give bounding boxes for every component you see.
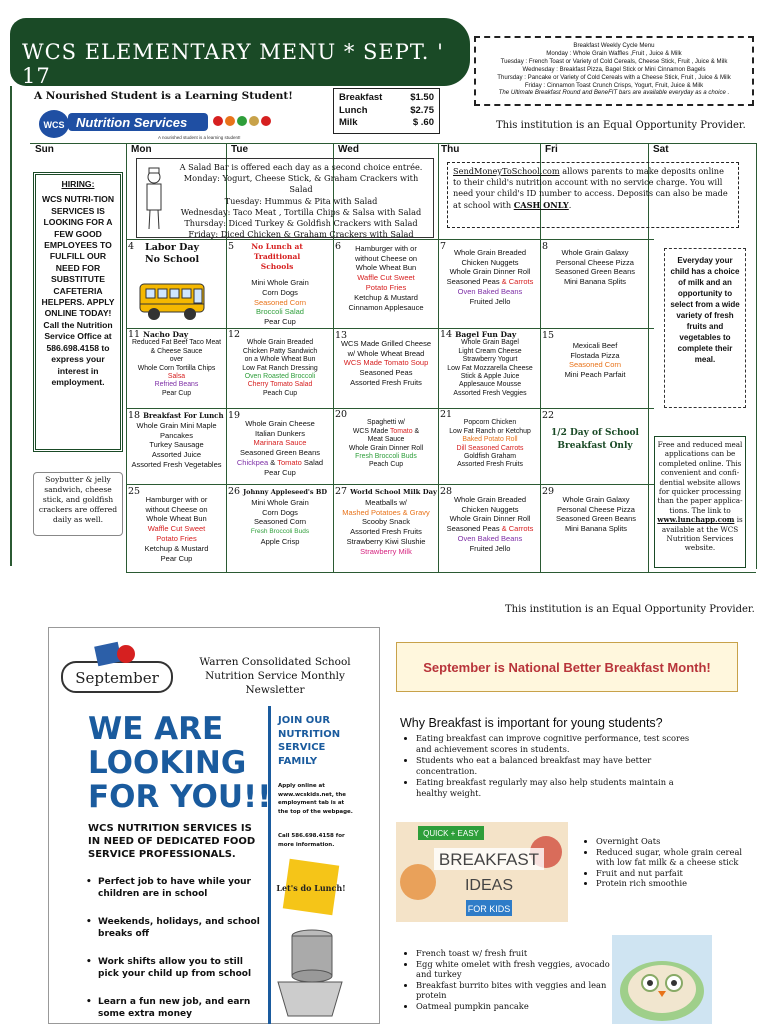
menu-item: Oven Roasted Broccoli bbox=[244, 373, 316, 381]
menu-item: Whole Grain Dinner Roll bbox=[348, 444, 424, 452]
why-breakfast-heading: Why Breakfast is important for young students? bbox=[400, 716, 663, 730]
day-number: 19 bbox=[228, 410, 241, 421]
menu-item: Mini Banana Splits bbox=[563, 277, 627, 287]
salad-bar-box bbox=[136, 158, 434, 238]
theme-title: World School Milk Day bbox=[350, 488, 438, 496]
menu-item: Whole Grain Cheese bbox=[245, 418, 315, 428]
heading-line: SERVICE bbox=[278, 742, 326, 753]
holiday-title: Labor Day No School bbox=[144, 242, 200, 265]
menu-item: Broccoli Salad bbox=[256, 307, 304, 317]
heading-line: LOOKING bbox=[88, 745, 247, 781]
hiring-contact: Call the Nutrition Service Office at 586.698.4158 to express your interest in employment. bbox=[43, 319, 113, 387]
day-cell-27 bbox=[335, 487, 437, 571]
day-cell-22 bbox=[542, 411, 648, 483]
grid-line bbox=[126, 408, 654, 409]
send-money-end: . bbox=[568, 199, 572, 210]
hiring-box bbox=[33, 172, 123, 452]
newsletter-title-line1: Warren Consolidated School bbox=[199, 656, 351, 668]
menu-item: Turkey Sausage bbox=[149, 440, 204, 450]
menu-item: Goldfish Graham bbox=[463, 453, 517, 461]
day-number: 21 bbox=[440, 409, 453, 420]
menu-item: Chicken Nuggets bbox=[461, 257, 519, 267]
day-thu: Thu bbox=[441, 144, 460, 155]
breakfast-cycle-note: The Ultimate Breakfast Round and BeneFIT bars are available everyday as a choice . bbox=[498, 89, 730, 97]
img-kids-text: FOR KIDS bbox=[467, 904, 511, 914]
day-number: 28 bbox=[440, 486, 453, 497]
menu-item: Chicken Patty Sandwich bbox=[242, 347, 318, 355]
theme-title: Nacho Day bbox=[143, 330, 189, 339]
everyday-note: Everyday your child has a choice of milk and an opportunity to select from a wide variety of fresh fruits and vegetables to complete their meal. bbox=[664, 248, 746, 408]
breakfast-cycle-title: Breakfast Weekly Cycle Menu bbox=[573, 42, 655, 49]
day-sun: Sun bbox=[35, 144, 54, 155]
menu-item: Scooby Snack bbox=[362, 517, 410, 527]
menu-item: Pear Cup bbox=[161, 389, 192, 397]
menu-item: & Carrots bbox=[499, 524, 534, 534]
equal-opportunity-notice: This institution is an Equal Opportunity Provider. bbox=[505, 604, 755, 615]
menu-item: & Carrots bbox=[499, 277, 534, 287]
day-mon: Mon bbox=[131, 144, 152, 155]
no-lunch-title: No Lunch at Traditional Schools bbox=[251, 242, 303, 271]
menu-item: Low Fat Ranch or Ketchup bbox=[449, 427, 531, 435]
menu-item: Ketchup & Mustard bbox=[144, 543, 209, 553]
menu-item: Italian Dunkers bbox=[254, 428, 306, 438]
list-item: • Overnight Oats bbox=[596, 836, 744, 847]
day-fri: Fri bbox=[545, 144, 558, 155]
september-badge bbox=[60, 640, 174, 698]
day-cell-15 bbox=[542, 331, 648, 407]
breakfast-cycle-monday: Monday : Whole Grain Waffles ,Fruit , Juice & Milk bbox=[546, 49, 682, 57]
menu-item: Hamburger with or bbox=[355, 243, 417, 253]
menu-item: Seasoned Green Beans bbox=[554, 267, 636, 277]
salad-bar-thursday: Thursday: Diced Turkey & Goldfish Crackers with Salad bbox=[184, 218, 418, 229]
day-number: 5 bbox=[228, 241, 235, 252]
menu-item: Low Fat Mozzarella Cheese bbox=[447, 364, 533, 372]
day-cell-21 bbox=[440, 411, 540, 483]
salad-bar-monday: Monday: Yogurt, Cheese Stick, & Graham Crackers with Salad bbox=[183, 173, 419, 195]
cash-only: CASH ONLY bbox=[513, 199, 569, 210]
menu-item: Seasoned Green Beans bbox=[555, 514, 637, 524]
menu-item: Hamburger with or bbox=[145, 494, 208, 504]
menu-title: WCS ELEMENTARY MENU * SEPT. ' 17 bbox=[10, 18, 470, 86]
looking-for-you-heading bbox=[88, 712, 271, 814]
menu-item: Whole Grain Galaxy bbox=[562, 494, 630, 504]
list-item: • Reduced sugar, whole grain cereal with low fat milk & a cheese stick bbox=[596, 847, 744, 868]
breakfast-ideas-list bbox=[584, 836, 744, 889]
free-meals-end: is available at the WCS Nutrition Services website. bbox=[661, 515, 743, 553]
menu-item: Spaghetti w/ bbox=[367, 419, 405, 427]
breakfast-cycle-tuesday: Tuesday : French Toast or Variety of Cold Cereals, Cheese Stick, Fruit , Juice & Milk bbox=[500, 57, 728, 65]
menu-item: Waffle Cut Sweet bbox=[147, 524, 206, 534]
menu-item: Oven Baked Beans bbox=[457, 286, 523, 296]
logo-tagline: A nourished student is a learning student! bbox=[158, 135, 241, 140]
price-value: $2.75 bbox=[410, 104, 434, 116]
logo-text: Nutrition Services bbox=[76, 115, 188, 130]
day-cell-14 bbox=[440, 331, 540, 407]
menu-item: Whole Wheat Bun bbox=[355, 263, 417, 273]
menu-item: without Cheese on bbox=[354, 253, 418, 263]
menu-item: Strawberry Kiwi Slushie bbox=[346, 536, 426, 546]
slogan: A Nourished Student is a Learning Student! bbox=[34, 90, 293, 102]
heading-line: WE ARE bbox=[88, 711, 224, 747]
theme-title: Breakfast For Lunch bbox=[143, 411, 224, 420]
badge-text: September bbox=[75, 669, 159, 687]
menu-item: Low Fat Ranch Dressing bbox=[242, 364, 318, 372]
grid-line bbox=[126, 484, 654, 485]
day-number: 26 bbox=[228, 486, 241, 497]
menu-item: WCS Made bbox=[352, 427, 390, 435]
day-cell-28 bbox=[440, 487, 540, 571]
day-number: 4 bbox=[128, 241, 135, 252]
menu-item: Cherry Tomato Salad bbox=[247, 381, 313, 389]
menu-item: Salad bbox=[301, 457, 324, 467]
salad-bar-intro: A Salad Bar is offered each day as a second choice entrée. bbox=[179, 162, 423, 172]
owl-oatmeal-image bbox=[612, 935, 712, 1024]
day-number: 8 bbox=[542, 241, 549, 252]
theme-title: Johnny Appleseed's BD bbox=[243, 488, 327, 496]
breakfast-cycle-thursday: Thursday : Pancake or Variety of Cold Cereals with a Cheese Stick, Fruit , Juice & Milk bbox=[497, 73, 731, 81]
list-item: • Eating breakfast can improve cognitive performance, test scores and achievement scores in students. bbox=[416, 733, 704, 754]
menu-item: Meat Sauce bbox=[367, 436, 405, 444]
day-number: 18 bbox=[128, 410, 141, 421]
menu-item: Seasoned Corn bbox=[253, 297, 307, 307]
list-item: • Egg white omelet with fresh veggies, avocado and turkey bbox=[416, 959, 614, 980]
job-benefits-list bbox=[86, 876, 266, 1036]
lets-do-lunch-badge bbox=[276, 858, 346, 916]
menu-item: Tomato bbox=[277, 457, 302, 467]
free-meals-text: Free and reduced meal applications can be completed online. This convenient and confi-dential website allows for quicker processing than the paper applica-tions. The link to bbox=[657, 440, 743, 515]
menu-item: Whole Grain Breaded bbox=[453, 494, 527, 504]
day-cell-8 bbox=[542, 242, 648, 326]
list-item: • Fruit and nut parfait bbox=[596, 868, 744, 879]
day-tue: Tue bbox=[231, 144, 249, 155]
menu-item: Pancakes bbox=[160, 430, 193, 440]
menu-item: Chickpea bbox=[236, 457, 269, 467]
why-breakfast-list bbox=[404, 733, 704, 799]
price-label: Milk bbox=[339, 117, 358, 128]
equal-opportunity-notice: This institution is an Equal Opportunity Provider. bbox=[496, 120, 746, 131]
menu-item: Popcorn Chicken bbox=[463, 419, 517, 427]
breakfast-cycle-friday: Friday : Cinnamon Toast Crunch Crisps, Yogurt, Fruit, Juice & Milk bbox=[524, 81, 704, 89]
menu-item: Whole Wheat Bun bbox=[146, 514, 207, 524]
breakfast-cycle-wednesday: Wednesday : Breakfast Pizza, Bagel Stick or Mini Cinnamon Bagels bbox=[522, 65, 706, 73]
menu-item: Seasoned Corn bbox=[568, 360, 622, 370]
day-cell-18 bbox=[128, 411, 225, 483]
menu-item: Mini Whole Grain bbox=[251, 278, 309, 287]
menu-item: & bbox=[268, 457, 278, 467]
menu-item: WCS Made Tomato Soup bbox=[343, 358, 429, 368]
menu-item: Potato Fries bbox=[365, 282, 407, 292]
menu-item: Mini Whole Grain bbox=[251, 497, 309, 507]
chef-icon bbox=[141, 167, 167, 231]
menu-item: Strawberry Milk bbox=[360, 546, 412, 556]
menu-item: & Cheese Sauce bbox=[150, 347, 203, 355]
grid-line bbox=[126, 572, 756, 573]
salad-bar-friday: Friday: Diced Chicken & Graham Crackers with Salad bbox=[188, 229, 414, 240]
cooking-pot-icon bbox=[272, 920, 348, 1020]
price-value: $1.50 bbox=[410, 92, 434, 103]
menu-item: without Cheese on bbox=[145, 504, 208, 514]
newsletter-title bbox=[180, 655, 370, 697]
menu-item: Strawberry Yogurt bbox=[462, 356, 518, 364]
list-item: • French toast w/ fresh fruit bbox=[416, 948, 614, 959]
menu-item: Corn Dogs bbox=[262, 287, 298, 297]
day-cell-11 bbox=[128, 331, 225, 407]
menu-item: Tomato bbox=[389, 427, 413, 435]
day-wed: Wed bbox=[338, 144, 359, 155]
day-number: 12 bbox=[228, 329, 241, 340]
theme-title: Bagel Fun Day bbox=[455, 330, 517, 339]
menu-item: Peach Cup bbox=[368, 461, 404, 469]
menu-item: Chicken Nuggets bbox=[461, 504, 519, 514]
menu-item: Potato Fries bbox=[156, 533, 197, 543]
menu-item: Whole Grain Dinner Roll bbox=[449, 267, 531, 277]
lets-do-text: Let's do Lunch! bbox=[276, 883, 346, 893]
menu-item: Whole Grain Galaxy bbox=[561, 247, 629, 257]
menu-item: Assorted Fresh Fruits bbox=[350, 527, 422, 537]
menu-item: Assorted Fresh Fruits bbox=[457, 461, 523, 469]
list-item: • Perfect job to have while your children are in school bbox=[86, 876, 266, 900]
day-number: 27 bbox=[335, 486, 348, 497]
menu-item: Personal Cheese Pizza bbox=[556, 257, 634, 267]
menu-item: Mexicali Beef bbox=[572, 340, 618, 350]
menu-item: Fresh Broccoli Buds bbox=[250, 528, 310, 536]
lunchapp-link[interactable]: www.lunchapp.com bbox=[657, 515, 735, 525]
frame-border bbox=[10, 86, 20, 566]
salad-bar-tuesday: Tuesday: Hummus & Pita with Salad bbox=[224, 195, 378, 206]
join-heading bbox=[278, 714, 340, 768]
menu-item: w/ Whole Wheat Bread bbox=[347, 348, 425, 358]
day-cell-26 bbox=[228, 487, 332, 571]
menu-item: Light Cream Cheese bbox=[458, 347, 522, 355]
list-item: • Work shifts allow you to still pick your child up from school bbox=[86, 956, 266, 980]
menu-item: Cinnamon Applesauce bbox=[348, 302, 424, 312]
logo-letters: WCS bbox=[43, 120, 65, 130]
grid-line bbox=[438, 143, 439, 573]
menu-item: Whole Grain Dinner Roll bbox=[449, 514, 531, 524]
price-label: Lunch bbox=[339, 104, 368, 116]
menu-item: Corn Dogs bbox=[262, 507, 298, 517]
day-number: 15 bbox=[542, 330, 555, 341]
need-statement: WCS NUTRITION SERVICES IS IN NEED OF DEDICATED FOOD SERVICE PROFESSIONALS. bbox=[88, 823, 256, 860]
menu-item: Whole Grain Mini Maple bbox=[136, 420, 217, 430]
day-cell-19 bbox=[228, 411, 332, 483]
menu-item: Assorted Fresh Fruits bbox=[350, 377, 422, 387]
menu-item: Oven Baked Beans bbox=[457, 533, 523, 543]
menu-item: Whole Grain Breaded bbox=[246, 339, 314, 347]
call-text: Call 586.698.4158 for more information. bbox=[278, 833, 345, 848]
menu-item: Seasoned Green Beans bbox=[239, 448, 321, 458]
menu-item: Apple Crisp bbox=[260, 536, 300, 546]
list-item: • Breakfast burrito bites with veggies and lean protein bbox=[416, 980, 614, 1001]
menu-item: Mini Banana Splits bbox=[564, 524, 628, 534]
breakfast-ideas-image bbox=[396, 822, 568, 922]
menu-item: Ketchup & Mustard bbox=[354, 292, 418, 302]
list-item: • Eating breakfast regularly may also help students maintain a healthy weight. bbox=[416, 777, 704, 798]
heading-line: FAMILY bbox=[278, 755, 318, 767]
day-cell-20 bbox=[335, 411, 437, 483]
day-cell-29 bbox=[542, 487, 650, 571]
heading-line: FOR YOU!! bbox=[88, 779, 272, 815]
menu-item: Whole Grain Breaded bbox=[453, 247, 527, 257]
better-breakfast-banner: September is National Better Breakfast Month! bbox=[396, 642, 738, 692]
day-number: 22 bbox=[542, 410, 555, 421]
menu-item: & bbox=[412, 427, 420, 435]
grid-line bbox=[756, 143, 757, 569]
breakfast-cycle-box bbox=[474, 36, 754, 106]
day-number: 29 bbox=[542, 486, 555, 497]
heading-line: JOIN OUR bbox=[278, 715, 331, 726]
list-item: • Protein rich smoothie bbox=[596, 878, 744, 889]
menu-item: Whole Corn Tortilla Chips bbox=[137, 364, 216, 372]
menu-item: Baked Potato Roll bbox=[462, 436, 518, 444]
day-cell-25 bbox=[128, 487, 225, 571]
day-number: 13 bbox=[335, 330, 348, 341]
half-day-title: 1/2 Day of School Breakfast Only bbox=[551, 427, 639, 451]
school-bus-icon bbox=[138, 274, 210, 326]
hiring-heading: HIRING: bbox=[61, 179, 95, 189]
day-number: 7 bbox=[440, 241, 447, 252]
menu-item: Seasoned Peas bbox=[446, 277, 500, 287]
menu-item: Mashed Potatoes & Gravy bbox=[342, 507, 430, 517]
menu-item: Pear Cup bbox=[264, 467, 296, 477]
day-number: 20 bbox=[335, 409, 348, 420]
apply-online-text: Apply online at www.wcskids.net, the employment tab is at the top of the webpage. bbox=[278, 783, 353, 815]
menu-item: Dill Seasoned Carrots bbox=[456, 444, 524, 452]
day-number: 25 bbox=[128, 486, 141, 497]
send-money-box bbox=[447, 162, 739, 228]
menu-item: Seasoned Corn bbox=[253, 517, 307, 527]
menu-item: Pear Cup bbox=[264, 317, 296, 327]
menu-item: Assorted Fresh Vegetables bbox=[131, 459, 222, 469]
day-cell-12 bbox=[228, 331, 332, 407]
img-ideas-text: IDEAS bbox=[464, 877, 514, 894]
menu-item: Applesauce Mousse bbox=[458, 381, 522, 389]
menu-item: Seasoned Peas bbox=[359, 368, 413, 378]
menu-item: Assorted Juice bbox=[151, 450, 202, 460]
day-cell-6 bbox=[335, 242, 437, 326]
img-mid-text: BREAKFAST bbox=[438, 850, 540, 869]
menu-item: over bbox=[169, 356, 184, 364]
price-box bbox=[333, 88, 440, 134]
newsletter-title-line2: Nutrition Service Monthly Newsletter bbox=[205, 670, 345, 696]
list-item: • Learn a fun new job, and earn some extra money bbox=[86, 996, 266, 1020]
soybutter-note: Soybutter & jelly sandwich, cheese stick, and goldfish crackers are offered daily as well. bbox=[33, 472, 123, 536]
img-top-text: QUICK + EASY bbox=[423, 829, 479, 838]
list-item: • Oatmeal pumpkin pancake bbox=[416, 1001, 614, 1012]
price-label: Breakfast bbox=[339, 92, 383, 103]
menu-item: Salsa bbox=[167, 373, 186, 381]
grid-line bbox=[126, 143, 127, 573]
day-cell-13 bbox=[335, 331, 437, 407]
grid-line bbox=[126, 328, 654, 329]
salad-bar-wednesday: Wednesday: Taco Meat , Tortilla Chips & Salsa with Salad bbox=[180, 206, 422, 217]
menu-item: Peach Cup bbox=[262, 389, 298, 397]
menu-item: on a Whole Wheat Bun bbox=[244, 356, 316, 364]
menu-item: Fresh Broccoli Buds bbox=[355, 453, 417, 461]
price-value: $ .60 bbox=[412, 117, 434, 128]
day-cell-7 bbox=[440, 242, 540, 326]
day-number: 6 bbox=[335, 241, 342, 252]
menu-item: Whole Grain Bagel bbox=[461, 339, 519, 347]
menu-item: Flostada Pizza bbox=[570, 350, 620, 360]
list-item: • Weekends, holidays, and school breaks off bbox=[86, 916, 266, 940]
menu-item: Meatballs w/ bbox=[365, 497, 407, 507]
menu-item: Reduced Fat Beef Taco Meat bbox=[131, 339, 222, 347]
menu-item: WCS Made Grilled Cheese bbox=[340, 338, 432, 348]
menu-item: Assorted Fresh Veggies bbox=[453, 389, 527, 397]
day-number: 14 bbox=[440, 329, 453, 340]
menu-item: Personal Cheese Pizza bbox=[557, 504, 635, 514]
send-money-link[interactable]: SendMoneyToSchool.com bbox=[453, 166, 560, 176]
menu-item: Fruited Jello bbox=[469, 543, 511, 553]
day-sat: Sat bbox=[653, 144, 669, 155]
list-item: • Students who eat a balanced breakfast may have better concentration. bbox=[416, 755, 704, 776]
nutrition-services-logo bbox=[38, 108, 308, 142]
heading-line: NUTRITION bbox=[278, 728, 341, 740]
menu-item: Waffle Cut Sweet bbox=[357, 273, 415, 283]
menu-item: Fruited Jello bbox=[469, 296, 511, 306]
menu-item: Seasoned Peas bbox=[446, 524, 500, 534]
day-number: 11 bbox=[128, 329, 141, 340]
day-cell-5 bbox=[228, 242, 332, 326]
menu-item: Marinara Sauce bbox=[253, 438, 307, 448]
menu-item: Refried Beans bbox=[154, 381, 199, 389]
menu-item: Pear Cup bbox=[160, 553, 193, 563]
send-money-text: allows parents to make deposits online to their child's nutrition account with no service charge. You will need your child's ID number to access. Deposits can also be made at school with bbox=[453, 166, 728, 210]
free-reduced-meals-box bbox=[654, 436, 746, 568]
hiring-text: WCS NUTRI-TION SERVICES IS LOOKING FOR A FEW GOOD EMPLOYEES TO FULFILL OUR NEED FOR SUBSTITUTE CAFETERIA HELPERS. APPLY ONLINE TODAY! bbox=[41, 194, 115, 319]
breakfast-ideas-list bbox=[404, 948, 614, 1011]
menu-item: Mini Peach Parfait bbox=[564, 370, 626, 380]
menu-item: Stick & Apple Juice bbox=[460, 373, 520, 381]
